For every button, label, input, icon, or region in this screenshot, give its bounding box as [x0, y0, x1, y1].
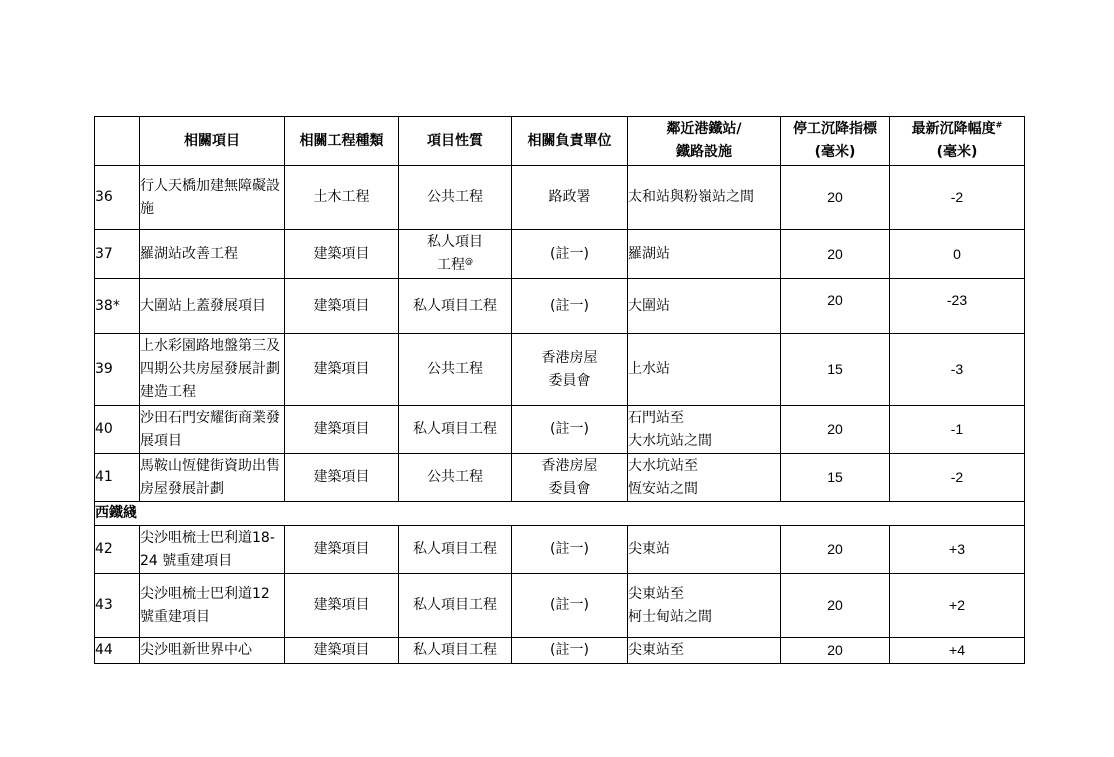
responsible-unit-line1: 香港房屋: [541, 457, 598, 474]
project-nature: 私人項目工程: [399, 279, 512, 334]
row-number: 38*: [95, 279, 140, 334]
project-nature: 私人項目工程: [399, 406, 512, 454]
table-row: [95, 406, 1025, 454]
responsible-unit-line1: 香港房屋: [541, 349, 598, 366]
project-nature: 公共工程: [399, 334, 512, 406]
row-number: 41: [95, 454, 140, 502]
stop-limit: 15: [781, 334, 890, 406]
works-type: 建築項目: [285, 454, 399, 502]
header-works-type: 相關工程種類: [285, 117, 399, 166]
hash-mark: #: [995, 120, 1003, 130]
project-nature: 私人項目工程: [399, 574, 512, 638]
works-type: 建築項目: [285, 230, 399, 279]
project-name: 沙田石門安耀街商業發展項目: [140, 406, 285, 454]
row-number: 37: [95, 230, 140, 279]
responsible-unit: (註一): [512, 638, 628, 664]
nearby-station-line1: 石門站至: [628, 409, 684, 426]
works-type: 建築項目: [285, 279, 399, 334]
latest-settlement: -1: [890, 406, 1025, 454]
latest-settlement: +2: [890, 574, 1025, 638]
table-row: [95, 230, 1025, 279]
latest-settlement: -3: [890, 334, 1025, 406]
works-type: 建築項目: [285, 638, 399, 664]
at-mark: @: [465, 256, 473, 266]
responsible-unit: (註一): [512, 574, 628, 638]
project-name: 大圍站上蓋發展項目: [140, 279, 285, 334]
header-responsible-unit: 相關負責單位: [512, 117, 628, 166]
nearby-station: 大圍站: [628, 279, 781, 334]
header-stop-limit: [781, 117, 890, 166]
nearby-station-line2: 恆安站之間: [628, 480, 698, 497]
stop-limit: 20: [781, 166, 890, 230]
nearby-station-line1: 尖東站至: [628, 585, 684, 602]
project-name: 行人天橋加建無障礙設施: [140, 166, 285, 230]
works-type: 建築項目: [285, 406, 399, 454]
latest-settlement: -23: [890, 279, 1025, 334]
section-heading: 西鐵綫: [95, 502, 1025, 526]
responsible-unit: [512, 454, 628, 502]
header-station-line2: 鐵路設施: [676, 144, 732, 160]
project-nature: 私人項目工程: [399, 526, 512, 574]
latest-settlement: +3: [890, 526, 1025, 574]
header-limit-line2: (毫米): [814, 144, 856, 160]
nearby-station: 上水站: [628, 334, 781, 406]
stop-limit: 20: [781, 230, 890, 279]
row-number: 42: [95, 526, 140, 574]
project-name: 馬鞍山恆健街資助出售房屋發展計劃: [140, 454, 285, 502]
works-type: 土木工程: [285, 166, 399, 230]
responsible-unit: (註一): [512, 406, 628, 454]
table-row: [95, 526, 1025, 574]
section-row: [95, 502, 1025, 526]
table-row: [95, 574, 1025, 638]
project-nature: 私人項目工程: [399, 638, 512, 664]
project-nature: 公共工程: [399, 454, 512, 502]
nearby-station: [628, 574, 781, 638]
header-station-line1: 鄰近港鐵站/: [666, 121, 742, 137]
nearby-station-line2: 大水坑站之間: [628, 432, 712, 449]
header-nearby-station: [628, 117, 781, 166]
works-type: 建築項目: [285, 334, 399, 406]
row-number: 36: [95, 166, 140, 230]
latest-settlement: +4: [890, 638, 1025, 664]
stop-limit: 15: [781, 454, 890, 502]
responsible-unit: (註一): [512, 526, 628, 574]
nearby-station: 太和站與粉嶺站之間: [628, 166, 781, 230]
stop-limit: 20: [781, 406, 890, 454]
nearby-station-line1: 大水坑站至: [628, 457, 698, 474]
responsible-unit: (註一): [512, 279, 628, 334]
latest-settlement: -2: [890, 166, 1025, 230]
row-number: 40: [95, 406, 140, 454]
table-row: [95, 454, 1025, 502]
nearby-station: 尖東站至: [628, 638, 781, 664]
works-type: 建築項目: [285, 574, 399, 638]
row-number: 43: [95, 574, 140, 638]
latest-settlement: -2: [890, 454, 1025, 502]
project-name: 尖沙咀新世界中心: [140, 638, 285, 664]
nearby-station: [628, 454, 781, 502]
header-no: [95, 117, 140, 166]
header-latest-line2: (毫米): [936, 144, 978, 160]
stop-limit: 20: [781, 574, 890, 638]
responsible-unit: 路政署: [512, 166, 628, 230]
project-name: 上水彩園路地盤第三及四期公共房屋發展計劃建造工程: [140, 334, 285, 406]
header-related-project: 相關項目: [140, 117, 285, 166]
table-row: [95, 279, 1025, 334]
works-type: 建築項目: [285, 526, 399, 574]
settlement-table: [94, 116, 1025, 664]
table-row: [95, 638, 1025, 664]
latest-settlement: 0: [890, 230, 1025, 279]
header-project-nature: 項目性質: [399, 117, 512, 166]
project-nature-line1: 私人項目: [427, 234, 483, 250]
header-latest-line1: 最新沉降幅度: [911, 121, 996, 137]
responsible-unit-line2: 委員會: [548, 372, 591, 389]
header-limit-line1: 停工沉降指標: [793, 121, 877, 137]
project-name: 尖沙咀梳士巴利道18-24 號重建項目: [140, 526, 285, 574]
row-number: 39: [95, 334, 140, 406]
project-nature-line2: 工程: [437, 257, 465, 273]
responsible-unit-line2: 委員會: [548, 480, 591, 497]
project-nature: 公共工程: [399, 166, 512, 230]
header-latest-settlement: [890, 117, 1025, 166]
stop-limit: 20: [781, 279, 890, 334]
row-number: 44: [95, 638, 140, 664]
table-row: [95, 166, 1025, 230]
stop-limit: 20: [781, 526, 890, 574]
header-row: [95, 117, 1025, 166]
nearby-station: 羅湖站: [628, 230, 781, 279]
nearby-station: [628, 406, 781, 454]
project-name: 羅湖站改善工程: [140, 230, 285, 279]
nearby-station-line2: 柯士甸站之間: [628, 608, 712, 625]
nearby-station: 尖東站: [628, 526, 781, 574]
project-nature: [399, 230, 512, 279]
table-row: [95, 334, 1025, 406]
responsible-unit: (註一): [512, 230, 628, 279]
project-name: 尖沙咀梳士巴利道12 號重建項目: [140, 574, 285, 638]
stop-limit: 20: [781, 638, 890, 664]
responsible-unit: [512, 334, 628, 406]
